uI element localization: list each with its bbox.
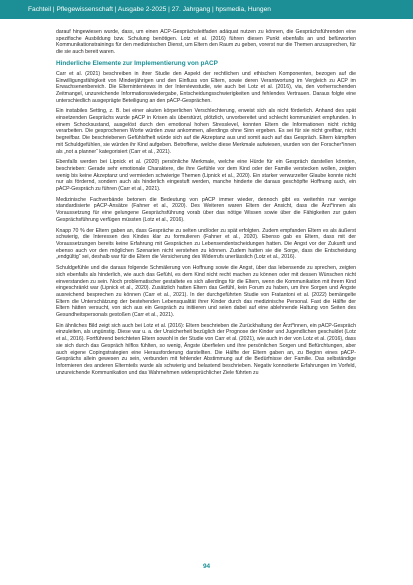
body-paragraph: Ein instabiles Setting, z. B. bei einer akuten körperlichen Verschlechterung, erweist sich als nicht förderlich. Anhand des spät einsetzenden Gesprächs wurde pACP in Krisen als überstürzt, plötzlich, unvorbereitet und schlecht kommuniziert empfunden. In einem Schocksustand, ausgelöst durch den emotional hohen Stresslevel, konnten Eltern die Informationen nicht richtig verarbeiten. Die gesprochenen Worte würden zwar ankommen, allerdings ohne Sinn ergeben. Es sei für sie nicht greifbar, nicht begreifbar. Die beschriebenen Gefühlsfhelt würde sich auf die Akzeptanz aus und somit auch auf das Gespräch. Eltern kämpften mit Schuldgefühlen, sie würden ihr Kind aufgeben. Betroffene, welche diese Merkmale aufwiesen, wurden von der Forscher*innen als „not a planner“ kategorisiert (Carr et al., 2021). — [56, 108, 356, 155]
journal-header-text: Fachteil | Pflegewissenschaft | Ausgabe 2-2025 | 27. Jahrgang | hpsmedia, Hungen — [28, 6, 271, 13]
body-paragraph: Ein ähnliches Bild zeigt sich auch bei Lotz et al. (2016): Eltern beschrieben die Zurückhaltung der Ärzt*innen, ein pACP-Gespräch einzuleiten, als ungünstig. Diese war u. a. der Unsicherheit bezüglich der Prognose der Kinder und Jugendlichen geschuldet (Lotz et al., 2016). Fortführend berichteten Eltern sowohl in der Studie von Carr et al. (2021), wie auch in der von Lotz et al. (2016), dass sie sich durch das Gespräch hilflos fühlten, so wenig, Ängste überfielen und ihre persönlichen Sorgen und Befürchtungen, aber auch eigene Copingstrategien eine Herausforderung darstellten. Die Hälfte der Eltern gaben an, zu Beginn eines pACP-Gesprächs allein gewesen zu sein, verbunden mit fehlender Abstimmung auf die Bedürfnisse der Familie. Das selbständige Informieren des anderen Elternteils wurde als schwierig und belastend beschrieben. Negativ konnotierte Erfahrungen im Vorfeld, unzureichende Kommunikation und das Wahrnehmen widersprüchlicher Ziele führten zu — [56, 322, 356, 376]
body-paragraph: Knapp 70 % der Eltern gaben an, dass Gespräche zu selten und/oder zu spät erfolgten. Zudem empfanden Eltern es als äußerst schwierig, die Interessen des Kindes klar zu formulieren (Fahner et al., 2020). Ebenso gab es Eltern, dass mit der Voraussetzungen bereits keine Erfahrung mit Gesprächen zu Lebensendentscheidungen hatten. Die Angst vor der Zukunft und ebenso auch vor den möglichen Szenarien nicht verstehen zu können. Zudem hatten sie die Sorge, dass die Entscheidung „endgültig“ sei, deshalb war für die Eltern die Versicherung des Widerrufs unerlässlich (Lotz et al., 2016). — [56, 227, 356, 261]
journal-header-bar — [0, 0, 413, 19]
section-heading: Hinderliche Elemente zur Implementierung von pACP — [56, 59, 218, 67]
body-paragraph: Ebenfalls werden bei Lipnick et al. (2020) persönliche Merkmale, welche eine Hürde für ein Gespräch darstellen könnten, beschrieben: Gerade sehr emotionale Charaktere, die ihre Gefühle vor dem Kind oder der Familie verstecken wollen, zeigten wenig bis keine Akzeptanz und vermieden schwierige Themen (Lipnick et al., 2020). Ein starker verwurzelter Glaube konnte nicht nur als fördernd, sondern auch als hinderlich eingestuft werden, manche hinderte die daraus geschöpfte Hoffnung auch, ein pACP-Gespräch zu führen (Carr et al., 2021). — [56, 159, 356, 193]
page-number: 94 — [202, 563, 211, 570]
body-paragraph: Carr et al. (2021) beschreiben in ihrer Studie den Aspekt der rechtlichen und ethischen Komponenten, bezogen auf die Einwilligungsfähigkeit von Minderjährigen und den Einfluss von Eltern, sowie deren Verantwortung im Vergleich zu ACP im Erwachsenenbereich. Die Elterninterviews in der Interviewstudie, wie auch bei Lotz et al. (2016), via, den vorherrschenden Zeitmangel, unzureichende Informationswiedergabe, Entscheidungsschwierigkeiten und fehlendes Vertrauen. Daraus folgte eine unterschiedlich ausgeprägte Beteiligung an den pACP-Gesprächen. — [56, 70, 356, 104]
intro-paragraph: darauf hingewiesen wurde, dass, um einen ACP-Gesprächsleitfaden adäquat nutzen zu können, die Gesprächsführenden eine spezifische Ausbildung bzw. Schulung benötigen. Lotz et al. (2016) führen diesen Punkt ebenfalls an und befürworten Kommunikationstrainings für den medizinischen Dienst, um Eltern den Raum zu geben, vorerst nur die Themen anzusprechen, für die sie auch bereit waren. — [56, 29, 356, 56]
body-paragraph: Medizinische Fachverbände betonen die Bedeutung von pACP immer wieder, dennoch gibt es weiterhin nur wenige standardisierte pACP-Ansätze (Fahner et al., 2020). Des Weiteren waren Eltern der Ansicht, dass die Ärzt*innen als Voraussetzung für eine gelungene Gesprächsführung vorab über das nötige Wissen sowie über die Fähigkeiten zur guten Gesprächsführung verfügen müssten (Lotz et al., 2016). — [56, 196, 356, 223]
article-body — [56, 29, 356, 380]
body-paragraph: Schuldgefühle und die daraus folgende Schmälerung von Hoffnung sowie die Angst, über das lebensende zu sprechen, zeigten sich ebenfalls als hinderlich, wie auch das Gefühl, es dem Kind nicht recht machen zu können oder mit dessen Wünschen nicht einverstanden zu sein. Noch problematischer gestaltete es sich allerdings für die Eltern, wenn die Kommunikation mit ihrem Kind eingeschränkt war (Lipnick et al., 2020). Zusätzlich hatten Eltern das Gefühl, kein Forum zu haben, um ihre Sorgen und Ängste ausreichend besprechen zu können (Carr et al., 2021). In der durchgeführten Studie von Fratantoni et al. (2022) bemängelte Eltern die Unterschätzung der bestehenden Lebensqualität ihrer Kinder durch das medizinische Personal. Fast die Hälfte der Eltern hätten versucht, von sich aus ein Gespräch zu initiieren und seien dabei auf eine ablehnende Haltung von Seiten des Gesundheitspersonals gestoßen (Carr et al., 2021). — [56, 265, 356, 319]
